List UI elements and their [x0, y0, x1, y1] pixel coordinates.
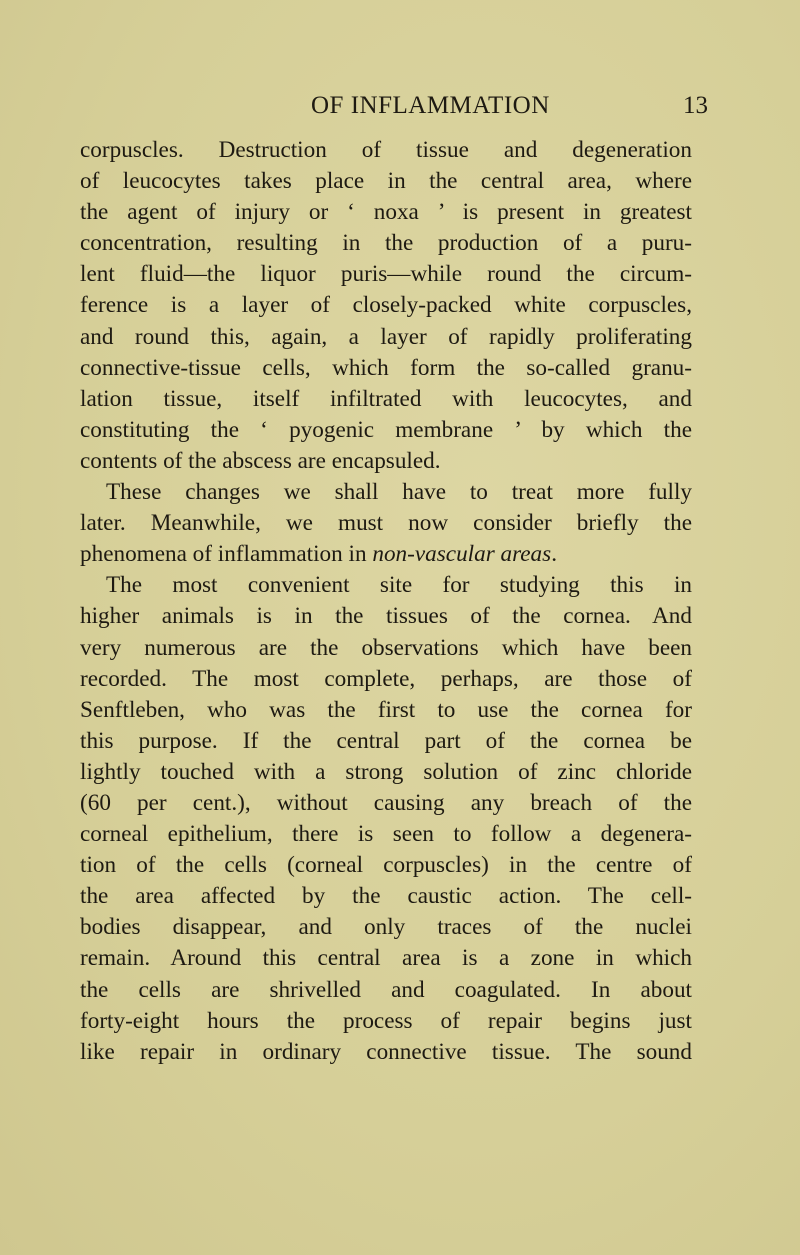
text-line: corneal epithelium, there is seen to follow a degenera-	[80, 821, 692, 848]
text-line: The most convenient site for studying this in	[106, 572, 692, 599]
running-title: OF INFLAMMATION	[311, 92, 550, 119]
text-line: and round this, again, a layer of rapidly proliferating	[80, 323, 692, 350]
text-line: These changes we shall have to treat more fully	[106, 479, 692, 506]
text-line: concentration, resulting in the production of a puru-	[80, 230, 692, 257]
text-line: remain. Around this central area is a zone in which	[80, 945, 692, 972]
text-line: corpuscles. Destruction of tissue and degeneration	[80, 137, 692, 163]
text-line: the agent of injury or ‘ noxa ’ is present in greatest	[80, 199, 692, 226]
text-line: this purpose. If the central part of the cornea be	[80, 727, 692, 754]
text-run: .	[551, 541, 557, 568]
text-line: lent fluid—the liquor puris—while round the circum-	[80, 261, 692, 288]
text-line: constituting the ‘ pyogenic membrane ’ by which the	[80, 416, 692, 443]
body-text	[80, 135, 692, 1068]
text-line: of leucocytes takes place in the central area, where	[80, 168, 692, 195]
text-line: the area affected by the caustic action. The cell-	[80, 883, 692, 910]
text-line: very numerous are the observations which have been	[80, 634, 692, 661]
text-line: forty-eight hours the process of repair begins just	[80, 1007, 692, 1034]
text-line	[80, 539, 692, 570]
text-line: lation tissue, itself infiltrated with leucocytes, and	[80, 385, 692, 412]
text-line: recorded. The most complete, perhaps, are those of	[80, 665, 692, 692]
text-line: connective-tissue cells, which form the so-called granu-	[80, 354, 692, 381]
text-line: tion of the cells (corneal corpuscles) in the centre of	[80, 852, 692, 879]
italic-phrase: non-vascular areas	[372, 541, 552, 568]
text-line: contents of the abscess are encapsuled.	[80, 447, 441, 474]
page-number: 13	[683, 92, 708, 119]
text-line: Senftleben, who was the first to use the cornea for	[80, 696, 692, 723]
text-line: ference is a layer of closely-packed white corpuscles,	[80, 292, 692, 319]
text-line: later. Meanwhile, we must now consider briefly the	[80, 510, 692, 537]
text-line: lightly touched with a strong solution of zinc chloride	[80, 758, 692, 785]
text-line: like repair in ordinary connective tissue. The sound	[80, 1038, 692, 1065]
text-line: (60 per cent.), without causing any breach of the	[80, 789, 692, 816]
text-run: phenomena of inflammation in	[80, 541, 373, 568]
text-line: bodies disappear, and only traces of the nuclei	[80, 914, 692, 941]
text-line: the cells are shrivelled and coagulated. In about	[80, 976, 692, 1003]
text-line: higher animals is in the tissues of the cornea. And	[80, 603, 692, 630]
page-header	[0, 92, 800, 126]
